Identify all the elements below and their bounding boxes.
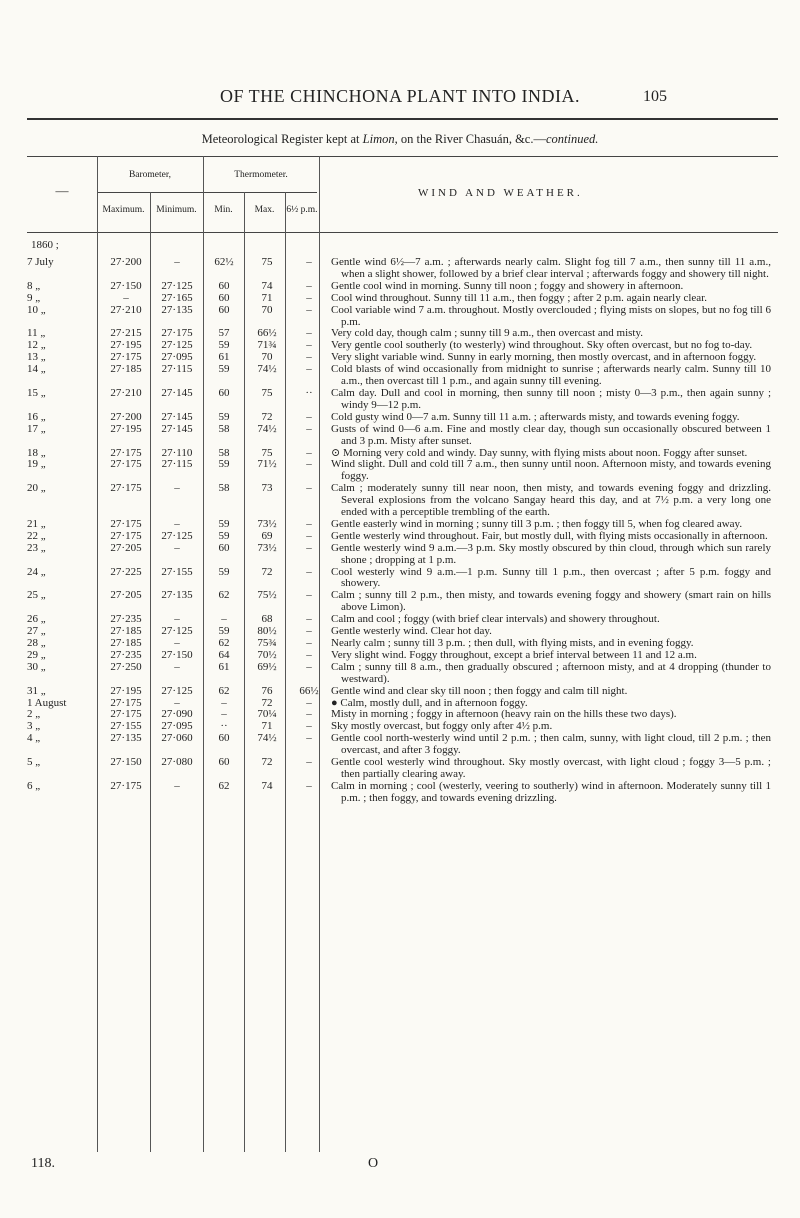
thermometer-max: 73½ [257, 541, 277, 554]
wind-weather-text: Gentle wind 6½—7 a.m. ; afterwards nearly calm. Slight fog till 7 a.m., then sunny till 11 a.m., when a slight shower, followed by a brief clear interval ; afterwards foggy and showery till night. [331, 256, 771, 280]
thermometer-630: – [306, 648, 312, 661]
thermometer-max: 72 [261, 756, 273, 769]
tmax-header: Max. [254, 205, 275, 215]
thermometer-630: – [306, 756, 312, 769]
barometer-max: 27·175 [110, 482, 142, 495]
row-date: 16 „ [27, 410, 46, 423]
thermometer-630: – [306, 351, 312, 364]
wind-weather-text: Gentle easterly wind in morning ; sunny till 3 p.m. ; then foggy till 5, when fog cleared away. [331, 517, 743, 530]
wind-weather-text: Misty in morning ; foggy in afternoon (heavy rain on the hills these two days). [331, 708, 677, 721]
barometer-min: 27·095 [161, 720, 193, 733]
thermometer-630: – [306, 779, 312, 792]
thermometer-max: 72 [261, 410, 273, 423]
thermometer-max: 72 [261, 696, 273, 709]
t630-header: 6½ p.m. [286, 205, 318, 215]
thermometer-max: 80½ [257, 625, 277, 638]
wind-weather-text: ⊙ Morning very cold and windy. Day sunny, with flying mists about noon. Foggy after sunset. [331, 446, 748, 459]
barometer-max: 27·175 [110, 458, 142, 471]
table-row [27, 757, 787, 781]
thermometer-630: – [306, 565, 312, 578]
row-date: 7 July [27, 256, 54, 268]
thermometer-min: 59 [218, 458, 230, 471]
thermometer-min: 59 [218, 410, 230, 423]
table-caption [0, 132, 800, 147]
barometer-min: 27·110 [161, 446, 193, 459]
barometer-max: 27·225 [110, 565, 142, 578]
thermometer-min: 64 [218, 648, 230, 661]
thermometer-max: 68 [261, 613, 273, 626]
thermometer-630: – [306, 446, 312, 459]
row-date: 19 „ [27, 458, 46, 471]
barometer-max: 27·205 [110, 589, 142, 602]
tmin-header: Min. [214, 205, 233, 215]
thermometer-630: – [306, 696, 312, 709]
row-date: 11 „ [27, 327, 46, 340]
barometer-min: 27·135 [161, 589, 193, 602]
barometer-max: 27·210 [110, 303, 142, 316]
thermometer-min: 59 [218, 517, 230, 530]
barometer-max: 27·185 [110, 363, 142, 376]
barometer-min: – [174, 637, 180, 649]
row-date: 6 „ [27, 779, 41, 792]
barometer-max: 27·200 [110, 256, 142, 268]
thermometer-630: – [306, 637, 312, 649]
caption-place: Limon, [362, 132, 398, 146]
barometer-min: 27·125 [161, 339, 193, 352]
barometer-max: 27·135 [110, 732, 142, 745]
thermometer-min: 57 [218, 327, 230, 340]
wind-weather-text: Cold blasts of wind occasionally from midnight to sunrise ; afterwards nearly calm. Sunny till 10 a.m., then overcast till 1 p.m., and again sunny till evening. [331, 363, 771, 388]
signature-mark: 118. [31, 1156, 55, 1171]
thermometer-630: ·· [305, 386, 313, 399]
barometer-max: 27·175 [110, 708, 142, 721]
thermometer-max: 74½ [257, 422, 277, 435]
thermometer-min: 59 [218, 565, 230, 578]
thermometer-630: – [306, 256, 312, 268]
row-date: 3 „ [27, 720, 41, 733]
head-rule [27, 118, 778, 120]
row-date: 31 „ [27, 684, 46, 697]
barometer-min: 27·145 [161, 386, 193, 399]
barometer-max: 27·235 [110, 648, 142, 661]
thermometer-min: ·· [220, 720, 228, 733]
table-row [27, 257, 787, 281]
barometer-min: 27·090 [161, 708, 193, 721]
running-title: OF THE CHINCHONA PLANT INTO INDIA. [219, 86, 580, 106]
minimum-header: Minimum. [156, 205, 197, 215]
wind-weather-text: Cold gusty wind 0—7 a.m. Sunny till 11 a.m. ; afterwards misty, and towards evening foggy. [331, 410, 740, 423]
barometer-min: – [174, 482, 180, 495]
thermometer-min: 60 [218, 291, 230, 304]
thermometer-min: 60 [218, 756, 230, 769]
thermometer-630: – [306, 732, 312, 745]
barometer-max: 27·155 [110, 720, 142, 733]
thermometer-min: 62½ [214, 256, 234, 268]
wind-weather-text: Calm ; moderately sunny till near noon, then misty, and towards evening foggy and drizzling. Several explosions from the volcano Sangay heard this day, and at 7½ p.m. a very long one ended with a perceptible trembling of the earth. [331, 482, 771, 519]
barometer-min: – [174, 517, 180, 530]
thermometer-min: 60 [218, 541, 230, 554]
thermometer-630: – [306, 529, 312, 542]
thermometer-max: 73 [261, 482, 273, 495]
wind-weather-text: Calm in morning ; cool (westerly, veering to southerly) wind in afternoon. Moderately sunny till 1 p.m. ; then foggy, and towards evening drizzling. [331, 779, 771, 804]
thermometer-min: 62 [218, 779, 230, 792]
barometer-max: 27·150 [110, 756, 142, 769]
caption-continued: continued. [545, 132, 599, 146]
thermometer-min: 62 [218, 637, 230, 649]
row-date: 2 „ [27, 708, 41, 721]
thermometer-max: 75 [261, 256, 273, 268]
thermometer-max: 71 [261, 291, 273, 304]
wind-weather-text: Very slight variable wind. Sunny in early morning, then mostly overcast, and in afternoon foggy. [331, 351, 757, 364]
row-date: 1 August [27, 696, 67, 709]
thermometer-max: 74½ [257, 732, 277, 745]
thermometer-630: – [306, 613, 312, 626]
barometer-max: 27·175 [110, 446, 142, 459]
wind-weather-text: Calm ; sunny till 8 a.m., then gradually obscured ; afternoon misty, and at 4 dropping (thunder to westward). [331, 660, 771, 685]
thermometer-630: – [306, 303, 312, 316]
thermometer-header: Thermometer. [234, 170, 288, 180]
row-date: 5 „ [27, 756, 41, 769]
row-date: 8 „ [27, 279, 41, 292]
wind-weather-text: Cool variable wind 7 a.m. throughout. Mostly overclouded ; flying mists on slopes, but no fog till 6 p.m. [331, 303, 771, 328]
barometer-min: 27·125 [161, 684, 193, 697]
wind-weather-text: Gentle westerly wind 9 a.m.—3 p.m. Sky mostly obscured by thin cloud, through which sun rarely shone ; dropping at 1 p.m. [331, 541, 771, 566]
table-row [27, 483, 787, 519]
row-date: 20 „ [27, 482, 46, 495]
barometer-max: 27·235 [110, 613, 142, 626]
barometer-max: 27·195 [110, 684, 142, 697]
thermometer-min: 61 [218, 660, 230, 673]
barometer-min: – [174, 660, 180, 673]
thermometer-630: – [306, 327, 312, 340]
thermometer-max: 75½ [257, 589, 277, 602]
thermometer-630: – [306, 422, 312, 435]
barometer-min: 27·135 [161, 303, 193, 316]
barometer-max: 27·185 [110, 637, 142, 649]
thermometer-max: 70¼ [257, 708, 277, 721]
thermometer-min: – [221, 708, 227, 721]
row-date: 13 „ [27, 351, 46, 364]
thermometer-630: – [306, 541, 312, 554]
barometer-max: 27·150 [110, 279, 142, 292]
thermometer-630: – [306, 279, 312, 292]
barometer-max: 27·205 [110, 541, 142, 554]
barometer-max: 27·175 [110, 517, 142, 530]
table-row [27, 364, 787, 388]
row-date: 25 „ [27, 589, 46, 602]
thermometer-630: – [306, 291, 312, 304]
thermometer-max: 72 [261, 565, 273, 578]
barometer-max: 27·210 [110, 386, 142, 399]
row-date: 9 „ [27, 291, 41, 304]
row-date: 17 „ [27, 422, 46, 435]
table-row [27, 567, 787, 591]
barometer-min: 27·080 [161, 756, 193, 769]
wind-weather-text: Sky mostly overcast, but foggy only after 4½ p.m. [331, 720, 553, 733]
thermometer-max: 74 [261, 779, 273, 792]
thermometer-max: 75¾ [257, 637, 277, 649]
barometer-min: – [174, 696, 180, 709]
barometer-max: 27·200 [110, 410, 142, 423]
barometer-min: 27·115 [161, 363, 193, 376]
row-container [27, 257, 787, 805]
thermometer-max: 71¾ [257, 339, 277, 352]
thermometer-min: 59 [218, 339, 230, 352]
wind-weather-header: WIND AND WEATHER. [418, 187, 583, 199]
barometer-max: – [123, 291, 129, 304]
thermometer-max: 76 [261, 684, 273, 697]
thermometer-min: 58 [218, 482, 230, 495]
thermometer-min: 60 [218, 279, 230, 292]
table-row [27, 388, 787, 412]
wind-weather-text: Very gentle cool southerly (to westerly) wind throughout. Sky often overcast, but no fog to-day. [331, 339, 753, 352]
barometer-min: 27·095 [161, 351, 193, 364]
thermometer-min: 59 [218, 529, 230, 542]
thermometer-max: 69 [261, 529, 273, 542]
thermometer-max: 69½ [257, 660, 277, 673]
maximum-header: Maximum. [102, 205, 145, 215]
year-label: 1860 ; [31, 239, 59, 251]
thermometer-max: 74½ [257, 363, 277, 376]
barometer-max: 27·250 [110, 660, 142, 673]
table-top-rule [27, 156, 778, 157]
table-row [27, 543, 787, 567]
thermometer-630: – [306, 517, 312, 530]
barometer-min: 27·165 [161, 291, 193, 304]
wind-weather-text: Wind slight. Dull and cold till 7 a.m., then sunny until noon. Afternoon misty, and towards evening foggy. [331, 458, 771, 483]
barometer-header: Barometer, [128, 170, 172, 180]
barometer-max: 27·175 [110, 529, 142, 542]
row-date: 10 „ [27, 303, 46, 316]
table-row [27, 412, 787, 424]
wind-weather-text: Calm and cool ; foggy (with brief clear intervals) and showery throughout. [331, 613, 660, 626]
thermometer-min: 59 [218, 363, 230, 376]
table-row [27, 531, 787, 543]
table-row [27, 281, 787, 293]
thermometer-630: – [306, 660, 312, 673]
thermometer-max: 74 [261, 279, 273, 292]
date-header: — [55, 183, 69, 198]
barometer-min: 27·060 [161, 732, 193, 745]
thermometer-max: 75 [261, 386, 273, 399]
wind-weather-text: Gentle cool north-westerly wind until 2 p.m. ; then calm, sunny, with light cloud, till 2 p.m. ; then overcast, and after 3 foggy. [331, 732, 771, 757]
thermometer-min: 62 [218, 684, 230, 697]
barometer-min: 27·145 [161, 410, 193, 423]
barometer-min: 27·125 [161, 625, 193, 638]
wind-weather-text: Cool wind throughout. Sunny till 11 a.m., then foggy ; after 2 p.m. again nearly clear. [331, 291, 707, 304]
table-row [27, 781, 787, 805]
barometer-min: 27·125 [161, 529, 193, 542]
thermometer-max: 71 [261, 720, 273, 733]
thermometer-min: – [221, 613, 227, 626]
thermometer-max: 70 [261, 351, 273, 364]
table-row [27, 686, 787, 698]
thermometer-630: – [306, 458, 312, 471]
wind-weather-text: ● Calm, mostly dull, and in afternoon foggy. [331, 696, 528, 709]
barometer-min: 27·150 [161, 648, 193, 661]
table-row [27, 305, 787, 329]
thermometer-max: 66½ [257, 327, 277, 340]
row-date: 21 „ [27, 517, 46, 530]
barometer-min: – [174, 541, 180, 554]
thermometer-min: 62 [218, 589, 230, 602]
barometer-max: 27·195 [110, 422, 142, 435]
caption-text-before: Meteorological Register kept at [201, 132, 363, 146]
thermometer-max: 71½ [257, 458, 277, 471]
caption-text-middle: on the River Chasuán, &c.— [397, 132, 546, 146]
table-row [27, 293, 787, 305]
row-date: 24 „ [27, 565, 46, 578]
barometer-min: 27·175 [161, 327, 193, 340]
thermometer-630: – [306, 339, 312, 352]
table-row [27, 459, 787, 483]
thermometer-630: – [306, 410, 312, 423]
row-date: 29 „ [27, 648, 46, 661]
wind-weather-text: Nearly calm ; sunny till 3 p.m. ; then dull, with flying mists, and in evening foggy. [331, 637, 694, 649]
wind-weather-text: Gusts of wind 0—6 a.m. Fine and mostly clear day, though sun occasionally obscured between 1 and 3 p.m. Misty after sunset. [331, 422, 771, 447]
thermometer-min: 59 [218, 625, 230, 638]
thermometer-max: 70½ [257, 648, 277, 661]
thermometer-min: 58 [218, 446, 230, 459]
thermometer-max: 73½ [257, 517, 277, 530]
thermometer-630: – [306, 708, 312, 721]
row-date: 23 „ [27, 541, 46, 554]
wind-weather-text: Gentle cool wind in morning. Sunny till noon ; foggy and showery in afternoon. [331, 279, 684, 292]
thermometer-min: 58 [218, 422, 230, 435]
wind-weather-text: Gentle westerly wind throughout. Fair, but mostly dull, with flying mists occasionally in afternoon. [331, 529, 768, 542]
table-row [27, 424, 787, 448]
thermometer-max: 75 [261, 446, 273, 459]
wind-weather-text: Calm day. Dull and cool in morning, then sunny till noon ; misty 0—3 p.m., then again sunny ; windy 9—12 p.m. [331, 386, 771, 411]
thermometer-630: 66½ [299, 684, 319, 697]
page-number: 105 [643, 88, 667, 105]
wind-weather-text: Very cold day, though calm ; sunny till 9 a.m., then overcast and misty. [331, 327, 644, 340]
row-date: 4 „ [27, 732, 41, 745]
wind-weather-text: Calm ; sunny till 2 p.m., then misty, and towards evening foggy and showery (smart rain on hills above Limon). [331, 589, 771, 614]
wind-weather-text: Very slight wind. Foggy throughout, except a brief interval between 11 and 12 a.m. [331, 648, 697, 661]
row-date: 30 „ [27, 660, 46, 673]
barometer-max: 27·175 [110, 779, 142, 792]
signature-letter: O [368, 1156, 379, 1171]
barometer-min: 27·115 [161, 458, 193, 471]
barometer-min: 27·155 [161, 565, 193, 578]
thermometer-630: – [306, 625, 312, 638]
table-row [27, 733, 787, 757]
thermometer-min: – [221, 696, 227, 709]
table-row [27, 590, 787, 614]
wind-weather-text: Cool westerly wind 9 a.m.—1 p.m. Sunny till 1 p.m., then overcast ; after 5 p.m. foggy and showery. [331, 565, 771, 590]
barometer-max: 27·215 [110, 327, 142, 340]
barometer-min: 27·145 [161, 422, 193, 435]
row-date: 22 „ [27, 529, 46, 542]
row-date: 12 „ [27, 339, 46, 352]
thermometer-min: 61 [218, 351, 230, 364]
row-date: 26 „ [27, 613, 46, 626]
barometer-max: 27·185 [110, 625, 142, 638]
barometer-min: – [174, 256, 180, 268]
thermometer-min: 60 [218, 303, 230, 316]
barometer-max: 27·175 [110, 696, 142, 709]
barometer-min: 27·125 [161, 279, 193, 292]
wind-weather-text: Gentle cool westerly wind throughout. Sky mostly overcast, with light cloud ; foggy 3—5 p.m. ; then partially clearing away. [331, 756, 771, 780]
barometer-min: – [174, 779, 180, 792]
wind-weather-text: Gentle wind and clear sky till noon ; then foggy and calm till night. [331, 684, 628, 697]
thermometer-max: 70 [261, 303, 273, 316]
table-row [27, 662, 787, 686]
row-date: 18 „ [27, 446, 46, 459]
thermometer-630: – [306, 482, 312, 495]
subheader-rule [97, 192, 317, 193]
thermometer-630: – [306, 589, 312, 602]
barometer-min: – [174, 613, 180, 626]
row-date: 14 „ [27, 363, 46, 376]
register-rows [27, 233, 787, 805]
row-date: 27 „ [27, 625, 46, 638]
wind-weather-text: Gentle westerly wind. Clear hot day. [331, 625, 492, 638]
thermometer-630: – [306, 720, 312, 733]
barometer-max: 27·195 [110, 339, 142, 352]
thermometer-630: – [306, 363, 312, 376]
thermometer-min: 60 [218, 386, 230, 399]
row-date: 28 „ [27, 637, 46, 649]
barometer-max: 27·175 [110, 351, 142, 364]
thermometer-min: 60 [218, 732, 230, 745]
row-date: 15 „ [27, 386, 46, 399]
